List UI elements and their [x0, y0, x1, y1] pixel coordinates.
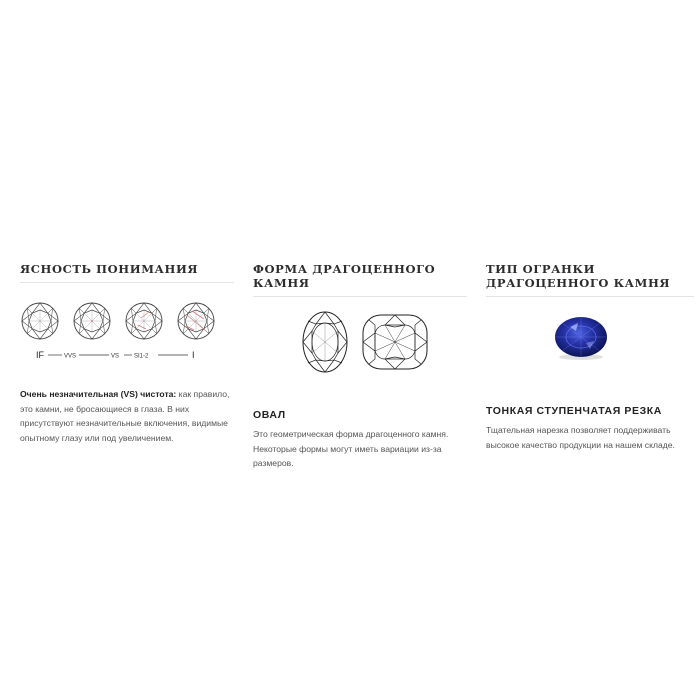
clarity-title: ЯСНОСТЬ ПОНИМАНИЯ — [20, 262, 234, 283]
shape-section — [253, 262, 467, 471]
cut-section — [486, 262, 700, 452]
shape-description: Это геометрическая форма драгоценного камня. Некоторые формы могут иметь вариации из-за размеров. — [253, 429, 449, 469]
clarity-scale-graphic — [20, 293, 234, 363]
sapphire-image — [550, 313, 612, 370]
shape-name: ОВАЛ — [253, 409, 286, 421]
shape-title: ФОРМА ДРАГОЦЕННОГО КАМНЯ — [253, 262, 467, 297]
clarity-illustration — [20, 283, 234, 361]
cut-name: ТОНКАЯ СТУПЕНЧАТАЯ РЕЗКА — [486, 405, 662, 417]
oval-gem-icon — [303, 312, 347, 372]
clarity-description-bold: Очень незначительная (VS) чистота: — [20, 389, 177, 399]
round-diamond-icon — [22, 303, 58, 339]
clarity-section — [20, 262, 234, 445]
clarity-label-if: IF — [36, 350, 44, 360]
clarity-label-i: I — [192, 350, 195, 360]
round-diamond-icon — [74, 303, 110, 339]
cut-description: Тщательная нарезка позволяет поддерживать высокое качество продукции на нашем складе. — [486, 425, 675, 450]
shape-illustration — [253, 297, 467, 375]
clarity-label-vvs: VVS — [64, 353, 77, 360]
cut-illustration — [486, 297, 700, 375]
clarity-description — [20, 387, 234, 445]
round-diamond-icon — [126, 303, 162, 339]
cushion-gem-icon — [363, 315, 427, 369]
clarity-label-si: SI1-2 — [134, 353, 149, 360]
shape-graphic — [253, 307, 467, 377]
cut-title: ТИП ОГРАНКИ ДРАГОЦЕННОГО КАМНЯ — [486, 262, 694, 297]
clarity-description-text: как правило, это камни, не бросающиеся в глаза. В них присутствуют незначительные включения, видимые опытному глазу или под увеличением. — [20, 389, 230, 443]
round-diamond-icon — [178, 303, 214, 339]
clarity-label-vs: VS — [111, 353, 120, 360]
